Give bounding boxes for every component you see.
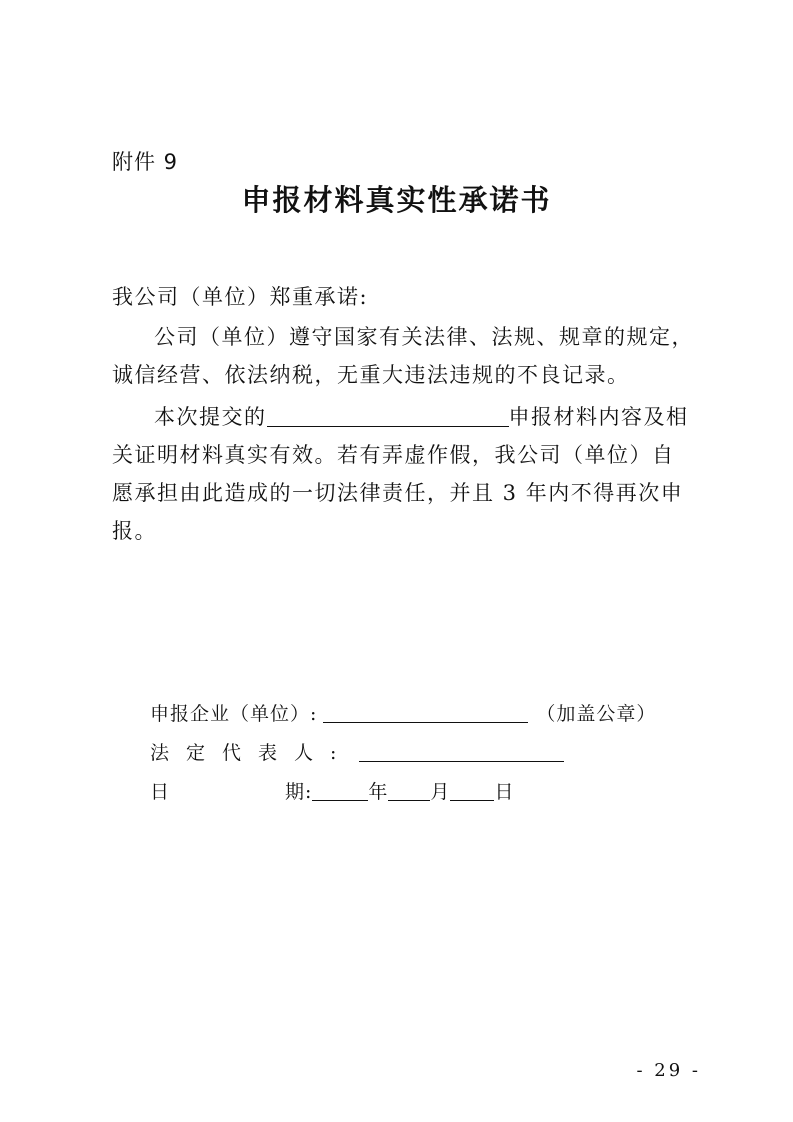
- unit-label: 申报企业（单位）:: [150, 703, 318, 725]
- year-blank[interactable]: [312, 776, 368, 801]
- date-row: [150, 776, 514, 807]
- unit-name-blank[interactable]: [323, 698, 528, 723]
- unit-signature-row: [150, 698, 656, 729]
- month-label: 月: [430, 781, 451, 803]
- month-blank[interactable]: [388, 776, 430, 801]
- materials-text-end: 申报材料内容及相关证明材料真实有效。若有弄虚作假，我公司（单位）自愿承担由此造成的一切法律责任，并且 3 年内不得再次申报。: [112, 405, 689, 543]
- document-title: 申报材料真实性承诺书: [241, 183, 552, 217]
- representative-blank[interactable]: [359, 737, 564, 762]
- representative-label: 法定代表人:: [150, 742, 354, 764]
- materials-paragraph: [112, 398, 695, 550]
- day-label: 日: [494, 781, 515, 803]
- compliance-text: 公司（单位）遵守国家有关法律、法规、规章的规定，诚信经营、依法纳税，无重大违法违规的不良记录。: [112, 325, 694, 387]
- attachment-label: 附件 9: [112, 150, 179, 174]
- compliance-paragraph: [112, 318, 695, 394]
- day-blank[interactable]: [450, 776, 494, 801]
- year-label: 年: [368, 781, 389, 803]
- representative-row: [150, 737, 564, 768]
- stamp-note: （加盖公章）: [536, 703, 657, 725]
- materials-text-start: 本次提交的: [154, 405, 267, 429]
- intro-text: 我公司（单位）郑重承诺:: [112, 285, 369, 309]
- page-number: - 29 -: [636, 1060, 701, 1081]
- date-label-first: 日: [150, 781, 171, 803]
- materials-text: [112, 398, 695, 550]
- material-name-blank[interactable]: [267, 402, 509, 427]
- date-label-second: 期:: [285, 781, 313, 803]
- intro-paragraph: [112, 278, 695, 316]
